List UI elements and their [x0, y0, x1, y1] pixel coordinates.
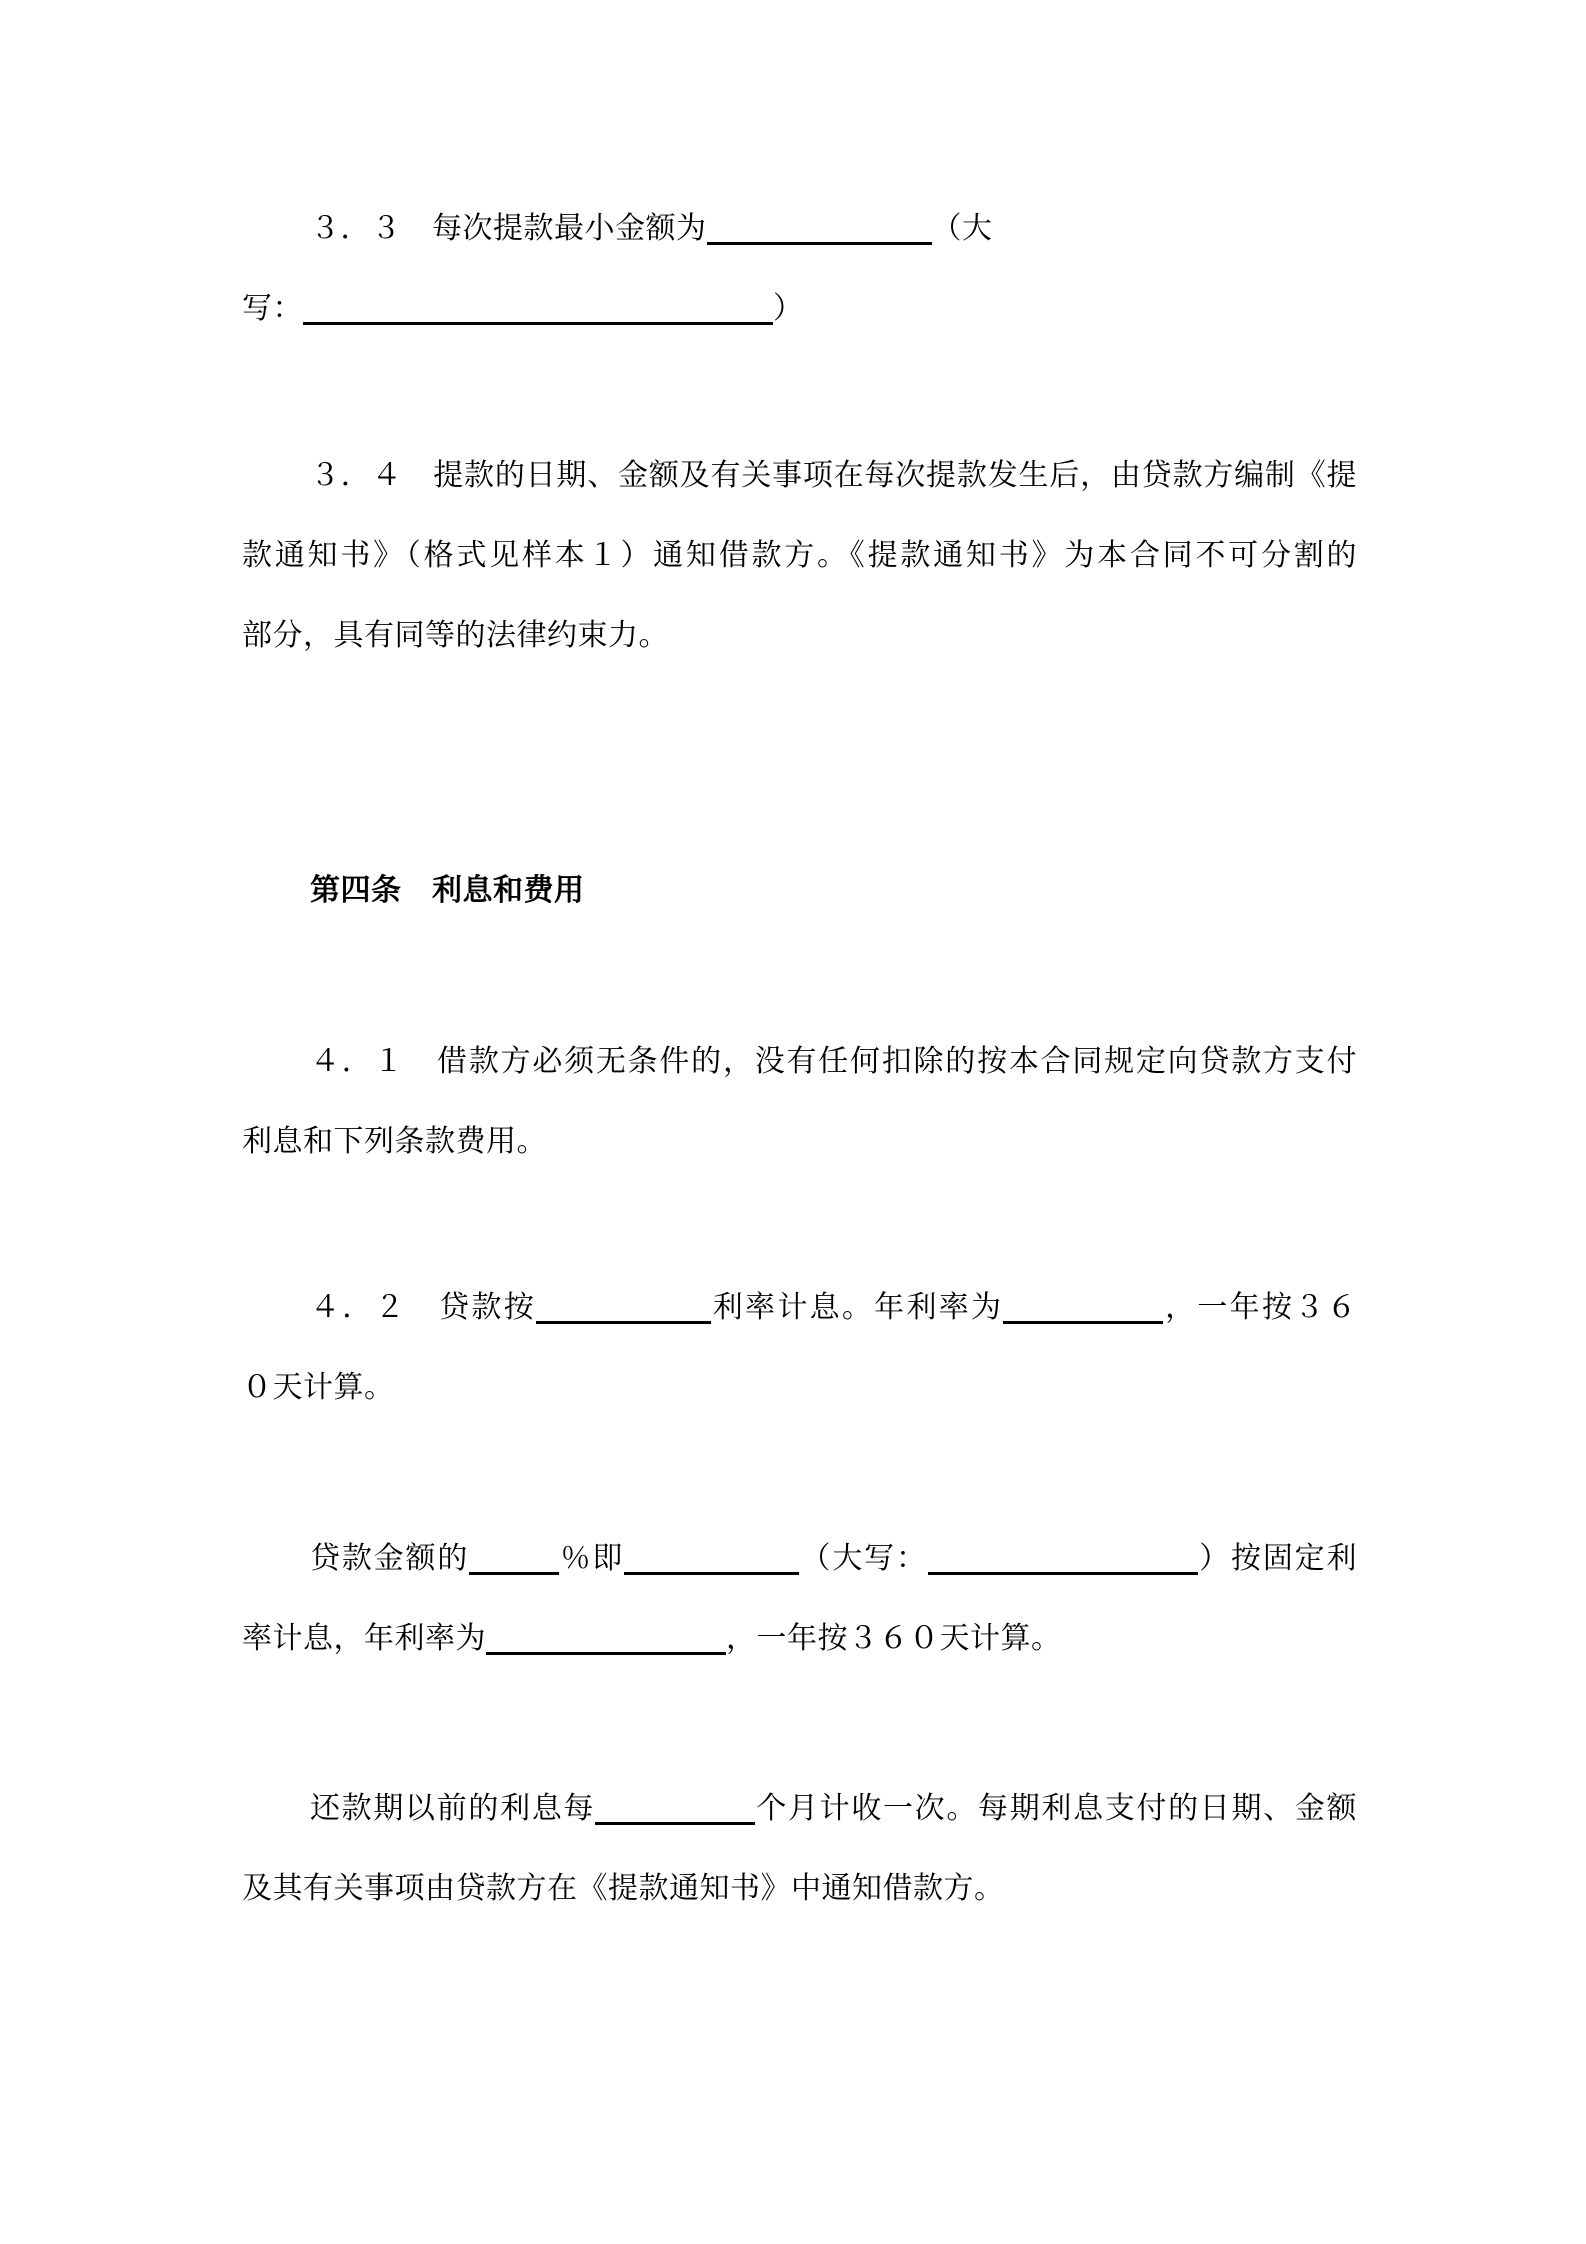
text-line — [242, 1022, 1357, 1102]
text-run: ３．４ 提款的日期、金额及有关事项在每次提款发生后，由贷款方编制《提 — [310, 458, 1357, 493]
text-line — [242, 1268, 1357, 1348]
text-run: 第四条 利息和费用 — [310, 873, 585, 908]
fill-in-blank-line[interactable] — [707, 212, 932, 245]
text-run: ０天计算。 — [242, 1370, 395, 1405]
text-line — [242, 1519, 1357, 1599]
text-run: ） — [773, 291, 804, 326]
text-run: 部分，具有同等的法律约束力。 — [242, 618, 669, 653]
text-line — [242, 596, 1357, 676]
text-run: ％即 — [559, 1541, 625, 1576]
text-run: （大写： — [799, 1541, 928, 1576]
text-run: 个月计收一次。每期利息支付的日期、金额 — [755, 1791, 1358, 1826]
fill-in-blank-line[interactable] — [928, 1542, 1198, 1575]
text-run: 贷款金额的 — [310, 1541, 470, 1576]
fill-in-blank-line[interactable] — [1003, 1291, 1163, 1324]
fill-in-blank-line[interactable] — [486, 1622, 726, 1655]
clause-3-4 — [242, 436, 1357, 676]
interest-collection-paragraph — [242, 1769, 1357, 1929]
text-line — [242, 189, 1357, 269]
text-line — [242, 1849, 1357, 1929]
text-run: ）按固定利 — [1197, 1541, 1358, 1576]
text-run: ４．２ 贷款按 — [310, 1290, 536, 1325]
text-run: 利率计息。年利率为 — [710, 1290, 1004, 1325]
text-line — [242, 1599, 1357, 1679]
text-line — [242, 516, 1357, 596]
text-line — [242, 1348, 1357, 1428]
fill-in-blank-line[interactable] — [536, 1291, 711, 1324]
text-run: 率计息，年利率为 — [242, 1621, 486, 1656]
fill-in-blank-line[interactable] — [303, 292, 773, 325]
text-line — [242, 1102, 1357, 1182]
text-run: ４．１ 借款方必须无条件的，没有任何扣除的按本合同规定向贷款方支付 — [310, 1044, 1357, 1079]
fill-in-blank-line[interactable] — [469, 1542, 559, 1575]
text-run: 款通知书》（格式见样本１）通知借款方。《提款通知书》为本合同不可分割的 — [242, 538, 1357, 573]
section-heading-line — [242, 851, 1357, 931]
text-run: 利息和下列条款费用。 — [242, 1124, 547, 1159]
article-4-heading — [242, 851, 1357, 931]
text-run: ，一年按３６０天计算。 — [726, 1621, 1062, 1656]
text-run: （大 — [931, 211, 993, 246]
text-run: 及其有关事项由贷款方在《提款通知书》中通知借款方。 — [242, 1871, 1005, 1906]
clause-3-3 — [242, 189, 1357, 349]
text-run: 还款期以前的利息每 — [310, 1791, 596, 1826]
text-run: ，一年按３６ — [1163, 1290, 1358, 1325]
text-line — [242, 1769, 1357, 1849]
fill-in-blank-line[interactable] — [624, 1542, 799, 1575]
clause-4-1 — [242, 1022, 1357, 1182]
text-run: 写： — [242, 291, 303, 326]
clause-4-2 — [242, 1268, 1357, 1428]
fixed-rate-paragraph — [242, 1519, 1357, 1679]
text-line — [242, 436, 1357, 516]
fill-in-blank-line[interactable] — [595, 1792, 755, 1825]
text-line — [242, 269, 1357, 349]
text-run: ３．３ 每次提款最小金额为 — [310, 211, 707, 246]
contract-text-block — [242, 189, 1357, 1929]
